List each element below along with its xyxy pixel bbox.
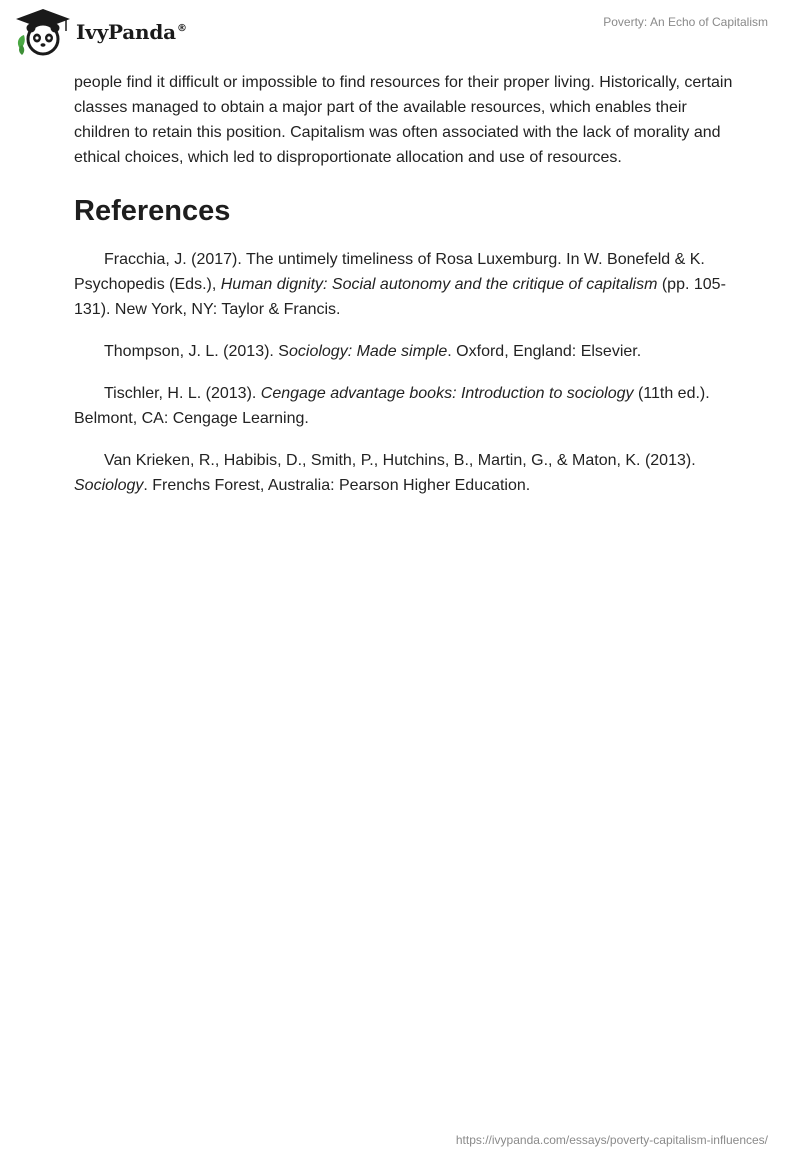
brand-logo[interactable] [14,6,187,58]
reference-title: Human dignity: Social autonomy and the critique of capitalism [220,276,658,293]
reference-title: ociology: Made simple [288,343,448,360]
panda-graduate-icon [14,7,72,57]
reference-item: Thompson, J. L. (2013). Sociology: Made simple. Oxford, England: Elsevier. [104,343,642,360]
registered-mark: ® [176,23,187,35]
reference-title: Sociology [74,477,144,494]
reference-title: Cengage advantage books: Introduction to sociology [260,385,634,402]
brand-name: IvyPanda® [76,20,187,44]
footer-url[interactable]: https://ivypanda.com/essays/poverty-capitalism-influences/ [455,1133,768,1147]
references-heading: References [74,195,231,227]
reference-item: Van Krieken, R., Habibis, D., Smith, P., Hutchins, B., Martin, G., & Maton, K. (2013). Sociology. Frenchs Forest, Australia: Pearson Higher Education. [74,452,696,494]
page-header [0,0,800,64]
body-paragraph: people find it difficult or impossible to find resources for their proper living. Historically, certain classes managed to obtain a major part of the available resources, which enables their children to retain this position. Capitalism was often associated with the lack of morality and ethical choices, which led to disproportionate allocation and use of resources. [74,74,733,166]
reference-item: Fracchia, J. (2017). The untimely timeliness of Rosa Luxemburg. In W. Bonefeld & K. Psychopedis (Eds.), Human dignity: Social autonomy and the critique of capitalism (pp. 105-131). New York, NY: Taylor & Francis. [74,251,726,318]
reference-item: Tischler, H. L. (2013). Cengage advantage books: Introduction to sociology (11th ed.). Belmont, CA: Cengage Learning. [74,385,710,427]
document-content [74,70,734,515]
reference-list [74,247,734,498]
running-title: Poverty: An Echo of Capitalism [603,15,768,29]
